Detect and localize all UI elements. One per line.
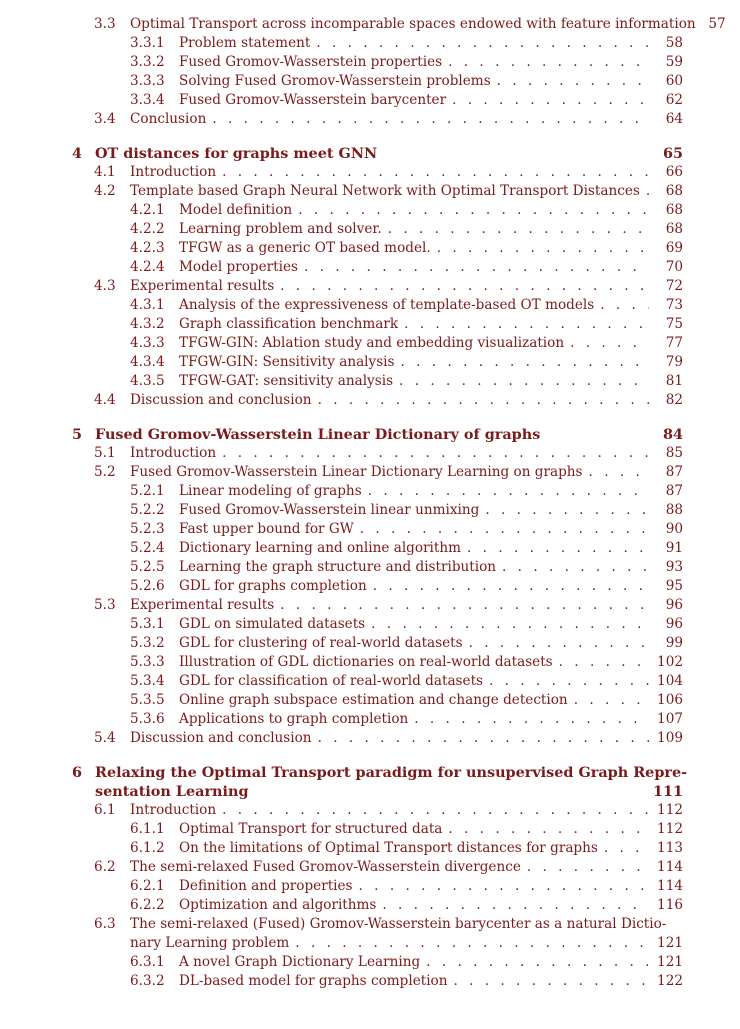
entry-number: 5.2.3	[130, 521, 165, 537]
entry-title-line	[130, 463, 683, 482]
dot-leader	[448, 820, 649, 839]
entry-title: Definition and properties	[179, 878, 353, 894]
entry-title: GDL for classification of real-world datasets	[179, 673, 484, 689]
entry-title: Online graph subspace estimation and change detection	[179, 692, 568, 708]
page-number: 70	[665, 259, 683, 275]
dot-leader	[318, 729, 649, 748]
page-number: 122	[657, 973, 683, 989]
entry-number: 5.2.2	[130, 502, 165, 518]
page-number: 65	[662, 145, 683, 162]
entry-number: 5.2	[94, 464, 116, 480]
entry-number: 5.3.5	[130, 692, 165, 708]
entry-number: 6.3.1	[130, 954, 165, 970]
page-number: 60	[665, 73, 683, 89]
entry-title: Optimal Transport for structured data	[179, 821, 443, 837]
entry-number: 3.3	[94, 16, 116, 32]
entry-number: 4.2.4	[130, 259, 165, 275]
page-number: 91	[665, 540, 683, 556]
entry-title: GDL for clustering of real-world datasets	[179, 635, 463, 651]
entry-title-line	[179, 91, 683, 110]
section-entry	[94, 163, 683, 182]
entry-number: 5.2.5	[130, 559, 165, 575]
entry-title: Optimization and algorithms	[179, 897, 377, 913]
page-number: 113	[657, 840, 683, 856]
entry-title-line	[179, 558, 683, 577]
page-number: 81	[665, 373, 683, 389]
dot-leader	[318, 391, 649, 410]
entry-number: 3.3.3	[130, 73, 165, 89]
entry-title-line	[179, 520, 683, 539]
entry-title-line	[179, 482, 683, 501]
entry-title: Problem statement	[179, 35, 311, 51]
entry-number: 4.1	[94, 164, 116, 180]
page-number: 106	[657, 692, 683, 708]
dot-leader	[485, 501, 649, 520]
page-number: 73	[665, 297, 683, 313]
entry-title-line	[95, 144, 683, 163]
dot-leader	[604, 839, 649, 858]
entry-number: 5.1	[94, 445, 116, 461]
entry-number: 4.3	[94, 278, 116, 294]
subsection-entry	[130, 539, 683, 558]
subsection-entry	[130, 953, 683, 972]
entry-title: Learning the graph structure and distribution	[179, 559, 497, 575]
dot-leader	[222, 801, 649, 820]
entry-title-line	[130, 915, 683, 934]
subsection-entry	[130, 634, 683, 653]
page-number: 112	[657, 821, 683, 837]
subsection-entry	[130, 710, 683, 729]
page-number: 75	[665, 316, 683, 332]
section-entry	[94, 444, 683, 463]
dot-leader	[212, 110, 649, 129]
dot-leader	[467, 539, 649, 558]
page-number: 104	[657, 673, 683, 689]
subsection-entry	[130, 353, 683, 372]
entry-title-line	[130, 277, 683, 296]
entry-title: Experimental results	[130, 597, 275, 613]
dot-leader	[570, 334, 649, 353]
page-number: 68	[665, 183, 683, 199]
entry-title: Linear modeling of graphs	[179, 483, 362, 499]
page-number: 84	[662, 426, 683, 443]
entry-number: 6.1.1	[130, 821, 165, 837]
section-entry	[94, 801, 683, 820]
entry-title-line	[179, 653, 683, 672]
page-number: 112	[657, 802, 683, 818]
entry-title-line	[179, 896, 683, 915]
entry-title-line	[95, 763, 688, 782]
entry-title-line	[179, 334, 683, 353]
entry-title-line	[179, 258, 683, 277]
page-number: 109	[657, 730, 683, 746]
subsection-entry	[130, 820, 683, 839]
dot-leader	[373, 577, 649, 596]
entry-number: 6.1.2	[130, 840, 165, 856]
entry-title-line	[179, 34, 683, 53]
entry-title-line	[179, 839, 683, 858]
entry-title: Experimental results	[130, 278, 275, 294]
entry-number: 4.3.4	[130, 354, 165, 370]
page-number: 88	[665, 502, 683, 518]
subsection-entry	[130, 615, 683, 634]
entry-number: 4.3.1	[130, 297, 165, 313]
entry-number: 4.4	[94, 392, 116, 408]
dot-leader	[388, 220, 649, 239]
entry-title: DL-based model for graphs completion	[179, 973, 448, 989]
entry-number: 5.4	[94, 730, 116, 746]
entry-title-line	[179, 315, 683, 334]
entry-title-line	[95, 425, 683, 444]
entry-title: GDL on simulated datasets	[179, 616, 366, 632]
subsection-entry	[130, 577, 683, 596]
subsection-entry	[130, 839, 683, 858]
entry-title: Dictionary learning and online algorithm	[179, 540, 462, 556]
entry-number: 5.3.1	[130, 616, 165, 632]
entry-number: 6.2	[94, 859, 116, 875]
entry-title: Discussion and conclusion	[130, 730, 312, 746]
entry-title: The semi-relaxed (Fused) Gromov-Wasserstein barycenter as a natural Dictio-	[130, 916, 667, 932]
subsection-entry	[130, 201, 683, 220]
subsection-entry	[130, 53, 683, 72]
entry-title-line	[179, 220, 683, 239]
entry-title-continued: sentation Learning	[95, 783, 249, 800]
entry-number: 5.3.2	[130, 635, 165, 651]
dot-leader	[368, 482, 649, 501]
dot-leader	[414, 710, 649, 729]
page-number: 114	[657, 859, 683, 875]
dot-leader	[298, 201, 649, 220]
subsection-entry	[130, 220, 683, 239]
entry-title: Analysis of the expressiveness of template-based OT models	[179, 297, 595, 313]
entry-title: Fused Gromov-Wasserstein barycenter	[179, 92, 447, 108]
entry-title-line	[130, 110, 683, 129]
entry-title-line	[179, 239, 683, 258]
entry-title-line	[179, 953, 683, 972]
page-number: 58	[665, 35, 683, 51]
entry-title-line	[130, 15, 726, 34]
page-number: 82	[665, 392, 683, 408]
section-entry	[94, 729, 683, 748]
page-number: 96	[665, 597, 683, 613]
page-number: 68	[665, 202, 683, 218]
entry-title-line	[179, 972, 683, 991]
page-number: 57	[708, 16, 726, 32]
dot-leader	[497, 72, 649, 91]
page-number: 69	[665, 240, 683, 256]
entry-number: 6.2.1	[130, 878, 165, 894]
dot-leader	[502, 558, 649, 577]
dot-leader	[426, 953, 649, 972]
entry-title: Discussion and conclusion	[130, 392, 312, 408]
entry-title: Fused Gromov-Wasserstein Linear Dictionary of graphs	[95, 426, 541, 443]
entry-title-line	[179, 877, 683, 896]
subsection-entry	[130, 239, 683, 258]
dot-leader	[589, 463, 649, 482]
page-number: 68	[665, 221, 683, 237]
entry-number: 6.3	[94, 916, 116, 932]
page-number: 93	[665, 559, 683, 575]
entry-title: The semi-relaxed Fused Gromov-Wasserstein divergence	[130, 859, 521, 875]
page-number: 95	[665, 578, 683, 594]
section-entry	[94, 277, 683, 296]
section-entry	[94, 391, 683, 410]
page-number: 66	[665, 164, 683, 180]
page-number: 114	[657, 878, 683, 894]
page-number: 102	[657, 654, 683, 670]
entry-title: Learning problem and solver.	[179, 221, 382, 237]
section-entry	[94, 596, 683, 615]
entry-title-line	[95, 782, 683, 801]
entry-number: 5.2.6	[130, 578, 165, 594]
subsection-entry	[130, 672, 683, 691]
dot-leader	[359, 877, 649, 896]
dot-leader	[448, 53, 649, 72]
section-entry	[94, 110, 683, 129]
entry-title-line	[179, 539, 683, 558]
entry-title-line	[179, 53, 683, 72]
page-number: 87	[665, 464, 683, 480]
entry-number: 4.3.3	[130, 335, 165, 351]
dot-leader	[371, 615, 649, 634]
entry-title: TFGW as a generic OT based model.	[179, 240, 431, 256]
dot-leader	[453, 972, 649, 991]
page-number: 62	[665, 92, 683, 108]
entry-title-line	[130, 858, 683, 877]
entry-title-line	[130, 934, 683, 953]
dot-leader	[469, 634, 649, 653]
entry-title: Fused Gromov-Wasserstein linear unmixing	[179, 502, 480, 518]
entry-title: Model definition	[179, 202, 293, 218]
subsection-entry	[130, 91, 683, 110]
dot-leader	[222, 444, 649, 463]
dot-leader	[360, 520, 649, 539]
dot-leader	[280, 596, 649, 615]
entry-number: 4.2.3	[130, 240, 165, 256]
entry-title: Model properties	[179, 259, 298, 275]
entry-number: 4.2.1	[130, 202, 165, 218]
entry-title: Introduction	[130, 802, 217, 818]
dot-leader	[399, 372, 649, 391]
entry-number: 5.3.3	[130, 654, 165, 670]
page-number: 59	[665, 54, 683, 70]
entry-title-line	[179, 820, 683, 839]
chapter-entry-continued	[95, 782, 683, 801]
entry-number: 3.3.4	[130, 92, 165, 108]
entry-title: Graph classification benchmark	[179, 316, 399, 332]
entry-title: Conclusion	[130, 111, 207, 127]
entry-number: 4	[72, 145, 83, 162]
entry-number: 4.2	[94, 183, 116, 199]
entry-number: 5.3.6	[130, 711, 165, 727]
entry-title: TFGW-GAT: sensitivity analysis	[179, 373, 394, 389]
page-number: 121	[657, 954, 683, 970]
section-entry	[94, 15, 726, 34]
entry-title: Solving Fused Gromov-Wasserstein problems	[179, 73, 491, 89]
page-number: 116	[657, 897, 683, 913]
dot-leader	[382, 896, 649, 915]
chapter-entry	[72, 763, 688, 782]
page-number: 64	[665, 111, 683, 127]
section-entry	[94, 915, 683, 934]
section-entry	[94, 182, 683, 201]
page-number: 96	[665, 616, 683, 632]
entry-title-line	[179, 296, 683, 315]
section-entry	[94, 858, 683, 877]
entry-title: GDL for graphs completion	[179, 578, 367, 594]
page-number: 107	[657, 711, 683, 727]
entry-number: 3.4	[94, 111, 116, 127]
entry-title: Relaxing the Optimal Transport paradigm for unsupervised Graph Repre-	[95, 764, 688, 781]
entry-number: 6.1	[94, 802, 116, 818]
entry-number: 4.2.2	[130, 221, 165, 237]
entry-title-line	[179, 634, 683, 653]
entry-number: 5.2.1	[130, 483, 165, 499]
entry-title-line	[130, 391, 683, 410]
subsection-entry	[130, 653, 683, 672]
dot-leader	[316, 34, 649, 53]
dot-leader	[222, 163, 649, 182]
entry-number: 4.3.2	[130, 316, 165, 332]
entry-number: 3.3.1	[130, 35, 165, 51]
entry-title: TFGW-GIN: Ablation study and embedding visualization	[179, 335, 565, 351]
dot-leader	[280, 277, 649, 296]
page-number: 90	[665, 521, 683, 537]
entry-title-line	[179, 577, 683, 596]
dot-leader	[559, 653, 649, 672]
entry-title-line	[179, 615, 683, 634]
subsection-entry	[130, 334, 683, 353]
chapter-entry	[72, 425, 683, 444]
entry-title: Optimal Transport across incomparable spaces endowed with feature information	[130, 16, 696, 32]
subsection-entry	[130, 501, 683, 520]
entry-number: 6.3.2	[130, 973, 165, 989]
entry-title-line	[179, 501, 683, 520]
dot-leader	[437, 239, 649, 258]
entry-title: Illustration of GDL dictionaries on real-world datasets	[179, 654, 553, 670]
dot-leader	[295, 934, 649, 953]
subsection-entry	[130, 258, 683, 277]
subsection-entry	[130, 482, 683, 501]
subsection-entry	[130, 691, 683, 710]
entry-title-line	[179, 353, 683, 372]
dot-leader	[574, 691, 649, 710]
entry-number: 5.3	[94, 597, 116, 613]
dot-leader	[452, 91, 649, 110]
page-number: 87	[665, 483, 683, 499]
dot-leader	[489, 672, 649, 691]
subsection-entry	[130, 72, 683, 91]
entry-number: 3.3.2	[130, 54, 165, 70]
entry-title-line	[179, 691, 683, 710]
entry-title-line	[179, 710, 683, 729]
entry-title: A novel Graph Dictionary Learning	[179, 954, 421, 970]
subsection-entry	[130, 558, 683, 577]
page-number: 72	[665, 278, 683, 294]
subsection-entry	[130, 972, 683, 991]
entry-title: Template based Graph Neural Network with Optimal Transport Distances	[130, 183, 640, 199]
dot-leader	[401, 353, 649, 372]
subsection-entry	[130, 296, 683, 315]
page-number: 77	[665, 335, 683, 351]
dot-leader	[304, 258, 649, 277]
entry-number: 5.3.4	[130, 673, 165, 689]
subsection-entry	[130, 877, 683, 896]
entry-title-line	[179, 672, 683, 691]
entry-title-line	[130, 444, 683, 463]
entry-title-line	[130, 596, 683, 615]
entry-number: 5	[72, 426, 83, 443]
entry-title-line	[130, 729, 683, 748]
dot-leader	[527, 858, 649, 877]
chapter-entry	[72, 144, 683, 163]
section-entry-continued	[130, 934, 683, 953]
subsection-entry	[130, 520, 683, 539]
subsection-entry	[130, 372, 683, 391]
entry-number: 6	[72, 764, 83, 781]
page-number: 99	[665, 635, 683, 651]
entry-title-line	[179, 372, 683, 391]
entry-title: Fast upper bound for GW	[179, 521, 354, 537]
page-number: 111	[653, 783, 684, 800]
entry-title-line	[130, 801, 683, 820]
subsection-entry	[130, 896, 683, 915]
entry-number: 5.2.4	[130, 540, 165, 556]
entry-title: On the limitations of Optimal Transport distances for graphs	[179, 840, 598, 856]
entry-title: Applications to graph completion	[179, 711, 409, 727]
page-number: 79	[665, 354, 683, 370]
entry-title: Fused Gromov-Wasserstein Linear Dictionary Learning on graphs	[130, 464, 583, 480]
entry-title-line	[130, 182, 683, 201]
dot-leader	[404, 315, 649, 334]
page-number: 121	[657, 935, 683, 951]
entry-title: Introduction	[130, 445, 217, 461]
entry-title-line	[179, 72, 683, 91]
dot-leader	[646, 182, 649, 201]
entry-title: Fused Gromov-Wasserstein properties	[179, 54, 443, 70]
entry-title-line	[130, 163, 683, 182]
entry-title: OT distances for graphs meet GNN	[95, 145, 378, 162]
entry-title: Introduction	[130, 164, 217, 180]
section-entry	[94, 463, 683, 482]
page-number: 85	[665, 445, 683, 461]
entry-number: 4.3.5	[130, 373, 165, 389]
entry-title-line	[179, 201, 683, 220]
entry-title: TFGW-GIN: Sensitivity analysis	[179, 354, 395, 370]
entry-number: 6.2.2	[130, 897, 165, 913]
dot-leader	[600, 296, 649, 315]
entry-title-continued: nary Learning problem	[130, 935, 290, 951]
subsection-entry	[130, 34, 683, 53]
subsection-entry	[130, 315, 683, 334]
